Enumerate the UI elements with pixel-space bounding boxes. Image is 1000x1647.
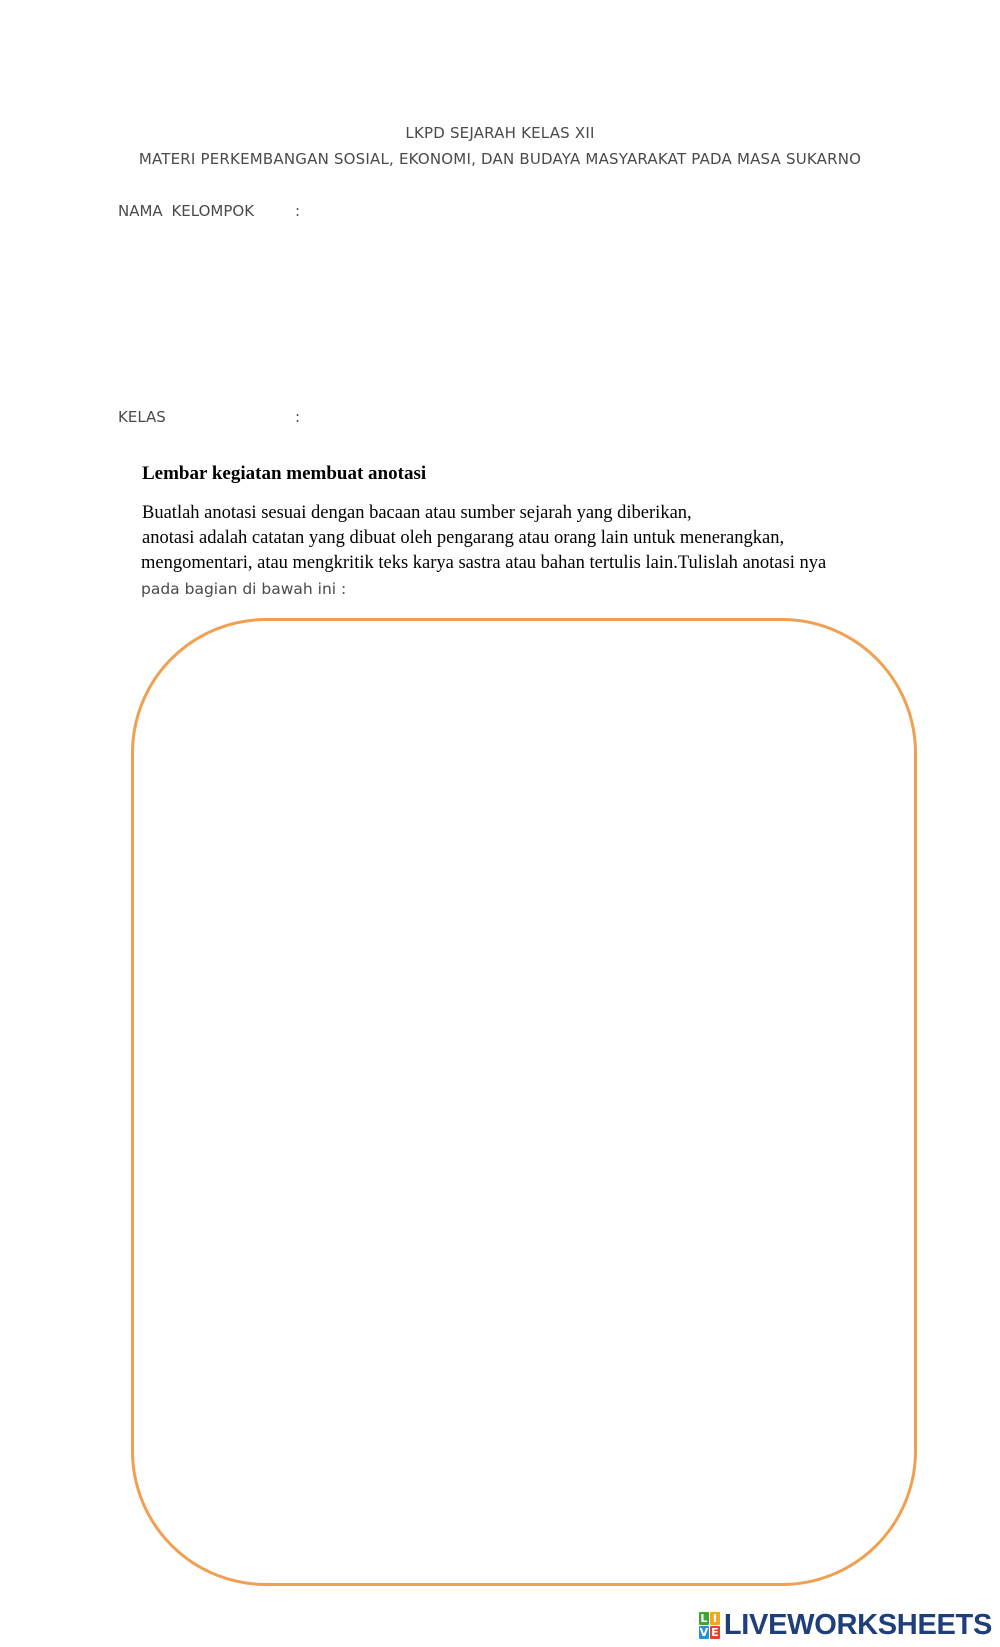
instruction-line: anotasi adalah catatan yang dibuat oleh pengarang atau orang lain untuk menerangkan, [142,528,785,548]
liveworksheets-logo [699,1609,992,1641]
logo-letter-i: I [710,1612,720,1625]
liveworksheets-wordmark: LIVEWORKSHEETS [723,1608,992,1641]
kelas-label: KELAS [118,408,166,426]
liveworksheets-mark-icon [699,1612,720,1639]
instruction-line: mengomentari, atau mengkritik teks karya sastra atau bahan tertulis lain.Tulislah anotasi nya [141,553,827,573]
nama-kelompok-colon: : [295,202,301,220]
instruction-line: Buatlah anotasi sesuai dengan bacaan atau sumber sejarah yang diberikan, [142,503,692,523]
worksheet-subtitle: MATERI PERKEMBANGAN SOSIAL, EKONOMI, DAN BUDAYA MASYARAKAT PADA MASA SUKARNO [138,150,862,168]
logo-letter-e: E [711,1625,719,1639]
annotation-answer-input[interactable] [194,681,854,1523]
instruction-line: pada bagian di bawah ini : [141,580,347,598]
worksheet-title: LKPD SEJARAH KELAS XII [405,124,595,142]
nama-kelompok-label: NAMA KELOMPOK [118,202,255,220]
logo-letter-v: V [699,1625,709,1639]
annotation-answer-box [131,618,917,1586]
kelas-colon: : [295,408,301,426]
activity-heading: Lembar kegiatan membuat anotasi [142,463,427,484]
logo-letter-l: L [700,1611,708,1625]
